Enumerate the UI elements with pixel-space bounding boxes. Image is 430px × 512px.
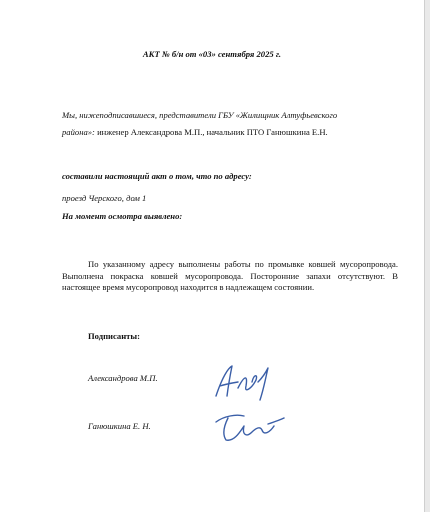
inspection-heading: На момент осмотра выявлено:	[62, 211, 183, 221]
signer-1-name: Александрова М.П.	[88, 373, 158, 383]
intro-line-1: Мы, нижеподписавшиеся, представители ГБУ «Жилищник Алтуфьевского	[62, 110, 338, 120]
inspection-body: По указанному адресу выполнены работы по промывке ковшей мусоропровода. Выполнена покраска ковшей мусоропровода. Посторонние запахи отсутствуют. В настоящее время мусоропровод находится в надлежащем состоянии.	[62, 259, 398, 292]
intro-line-2-prefix: района»:	[62, 127, 95, 137]
address: проезд Черского, дом 1	[62, 193, 147, 203]
signer-2-name: Ганюшкина Е. Н.	[88, 421, 151, 431]
intro-line-2-rest: инженер Александрова М.П., начальник ПТО Ганюшкина Е.Н.	[94, 127, 328, 137]
signature-1	[208, 358, 278, 404]
intro-line-2	[62, 127, 328, 138]
signature-2	[210, 410, 288, 446]
act-title: АКТ № б/н от «03» сентября 2025 г.	[142, 49, 282, 59]
composed-statement: составили настоящий акт о том, что по адресу:	[62, 171, 252, 181]
signatories-heading: Подписанты:	[88, 331, 140, 341]
